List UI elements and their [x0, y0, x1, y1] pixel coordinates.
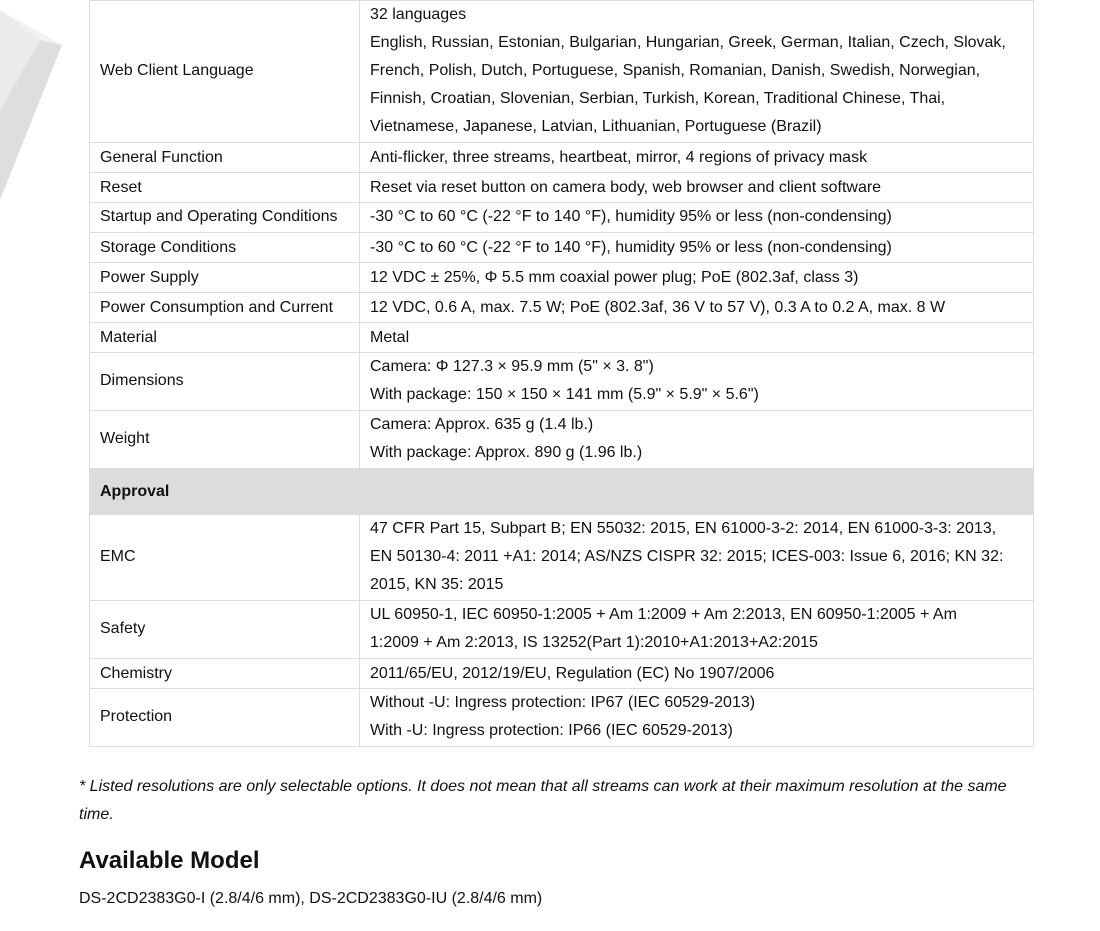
- spec-row: [90, 323, 1034, 353]
- spec-value-line: Vietnamese, Japanese, Latvian, Lithuanian, Portuguese (Brazil): [370, 118, 822, 135]
- spec-value-line: Anti-flicker, three streams, heartbeat, mirror, 4 regions of privacy mask: [370, 148, 868, 166]
- spec-value-line: 1:2009 + Am 2:2013, IS 13252(Part 1):2010+A1:2013+A2:2015: [370, 634, 818, 651]
- spec-value-line: French, Polish, Dutch, Portuguese, Spanish, Romanian, Danish, Swedish, Norwegian,: [370, 62, 981, 79]
- spec-row: [90, 689, 1034, 747]
- spec-label: General Function: [90, 143, 360, 173]
- spec-value-line: Camera: Approx. 635 g (1.4 lb.): [370, 416, 594, 433]
- spec-label: Material: [90, 323, 360, 353]
- spec-value-line: 2011/65/EU, 2012/19/EU, Regulation (EC) No 1907/2006: [370, 664, 775, 682]
- spec-row: [90, 203, 1034, 233]
- spec-label: EMC: [90, 515, 360, 601]
- spec-value: [360, 353, 1034, 411]
- spec-value-line: 2015, KN 35: 2015: [370, 576, 504, 593]
- spec-label: Power Consumption and Current: [90, 293, 360, 323]
- spec-row: [90, 143, 1034, 173]
- spec-value-line: Finnish, Croatian, Slovenian, Serbian, Turkish, Korean, Traditional Chinese, Thai,: [370, 90, 946, 107]
- spec-label: Protection: [90, 689, 360, 747]
- spec-value: [360, 515, 1034, 601]
- spec-value-line: EN 50130-4: 2011 +A1: 2014; AS/NZS CISPR 32: 2015; ICES-003: Issue 6, 2016; KN 32:: [370, 548, 1004, 565]
- spec-value: [360, 411, 1034, 469]
- spec-row: [90, 173, 1034, 203]
- spec-value: [360, 601, 1034, 659]
- spec-label: Chemistry: [90, 659, 360, 689]
- spec-value-line: 12 VDC ± 25%, Φ 5.5 mm coaxial power plug; PoE (802.3af, class 3): [370, 268, 859, 286]
- spec-value: [360, 143, 1034, 173]
- spec-value-line: With -U: Ingress protection: IP66 (IEC 60529-2013): [370, 722, 733, 739]
- spec-value-line: Camera: Φ 127.3 × 95.9 mm (5" × 3. 8"): [370, 358, 654, 375]
- spec-value-line: With package: 150 × 150 × 141 mm (5.9" × 5.9" × 5.6"): [370, 386, 759, 403]
- spec-row: [90, 233, 1034, 263]
- spec-label: Storage Conditions: [90, 233, 360, 263]
- spec-label: Power Supply: [90, 263, 360, 293]
- spec-row: [90, 659, 1034, 689]
- spec-value-line: English, Russian, Estonian, Bulgarian, Hungarian, Greek, German, Italian, Czech, Slovak,: [370, 34, 1006, 51]
- spec-value: [360, 203, 1034, 233]
- spec-value-line: Without -U: Ingress protection: IP67 (IEC 60529-2013): [370, 694, 756, 711]
- spec-label: Safety: [90, 601, 360, 659]
- spec-label: Reset: [90, 173, 360, 203]
- spec-value: [360, 323, 1034, 353]
- spec-row: [90, 515, 1034, 601]
- spec-label: Startup and Operating Conditions: [90, 203, 360, 233]
- watermark-logo-icon: [0, 0, 70, 210]
- spec-row: [90, 411, 1034, 469]
- spec-value-line: With package: Approx. 890 g (1.96 lb.): [370, 444, 643, 461]
- spec-value: [360, 659, 1034, 689]
- spec-value: [360, 689, 1034, 747]
- available-model-list: DS-2CD2383G0-I (2.8/4/6 mm), DS-2CD2383G0-IU (2.8/4/6 mm): [79, 890, 543, 907]
- spec-value: [360, 1, 1034, 143]
- spec-value-line: UL 60950-1, IEC 60950-1:2005 + Am 1:2009 + Am 2:2013, EN 60950-1:2005 + Am: [370, 606, 957, 623]
- approval-section-row: [90, 469, 1034, 515]
- spec-value-line: Metal: [370, 328, 410, 346]
- spec-value-line: -30 °C to 60 °C (-22 °F to 140 °F), humidity 95% or less (non-condensing): [370, 208, 892, 225]
- spec-row: [90, 293, 1034, 323]
- spec-row: [90, 601, 1034, 659]
- spec-row: [90, 353, 1034, 411]
- spec-table: [89, 0, 1034, 747]
- spec-label: Dimensions: [90, 353, 360, 411]
- spec-value-line: 32 languages: [370, 6, 467, 23]
- spec-value-line: -30 °C to 60 °C (-22 °F to 140 °F), humidity 95% or less (non-condensing): [370, 238, 892, 256]
- spec-value: [360, 293, 1034, 323]
- spec-value-line: 47 CFR Part 15, Subpart B; EN 55032: 2015, EN 61000-3-2: 2014, EN 61000-3-3: 2013,: [370, 520, 997, 537]
- spec-value: [360, 233, 1034, 263]
- spec-label: Web Client Language: [90, 1, 360, 143]
- spec-row: [90, 263, 1034, 293]
- spec-table-body: [90, 1, 1034, 747]
- spec-row: [90, 1, 1034, 143]
- spec-value: [360, 263, 1034, 293]
- spec-value-line: 12 VDC, 0.6 A, max. 7.5 W; PoE (802.3af, 36 V to 57 V), 0.3 A to 0.2 A, max. 8 W: [370, 298, 946, 316]
- footnote: * Listed resolutions are only selectable options. It does not mean that all streams can work at their maximum resolution at the same time.: [79, 778, 1007, 823]
- spec-label: Weight: [90, 411, 360, 469]
- spec-value-line: Reset via reset button on camera body, web browser and client software: [370, 178, 882, 196]
- approval-section-title: Approval: [90, 469, 1034, 515]
- spec-value: [360, 173, 1034, 203]
- available-model-heading: Available Model: [79, 847, 260, 874]
